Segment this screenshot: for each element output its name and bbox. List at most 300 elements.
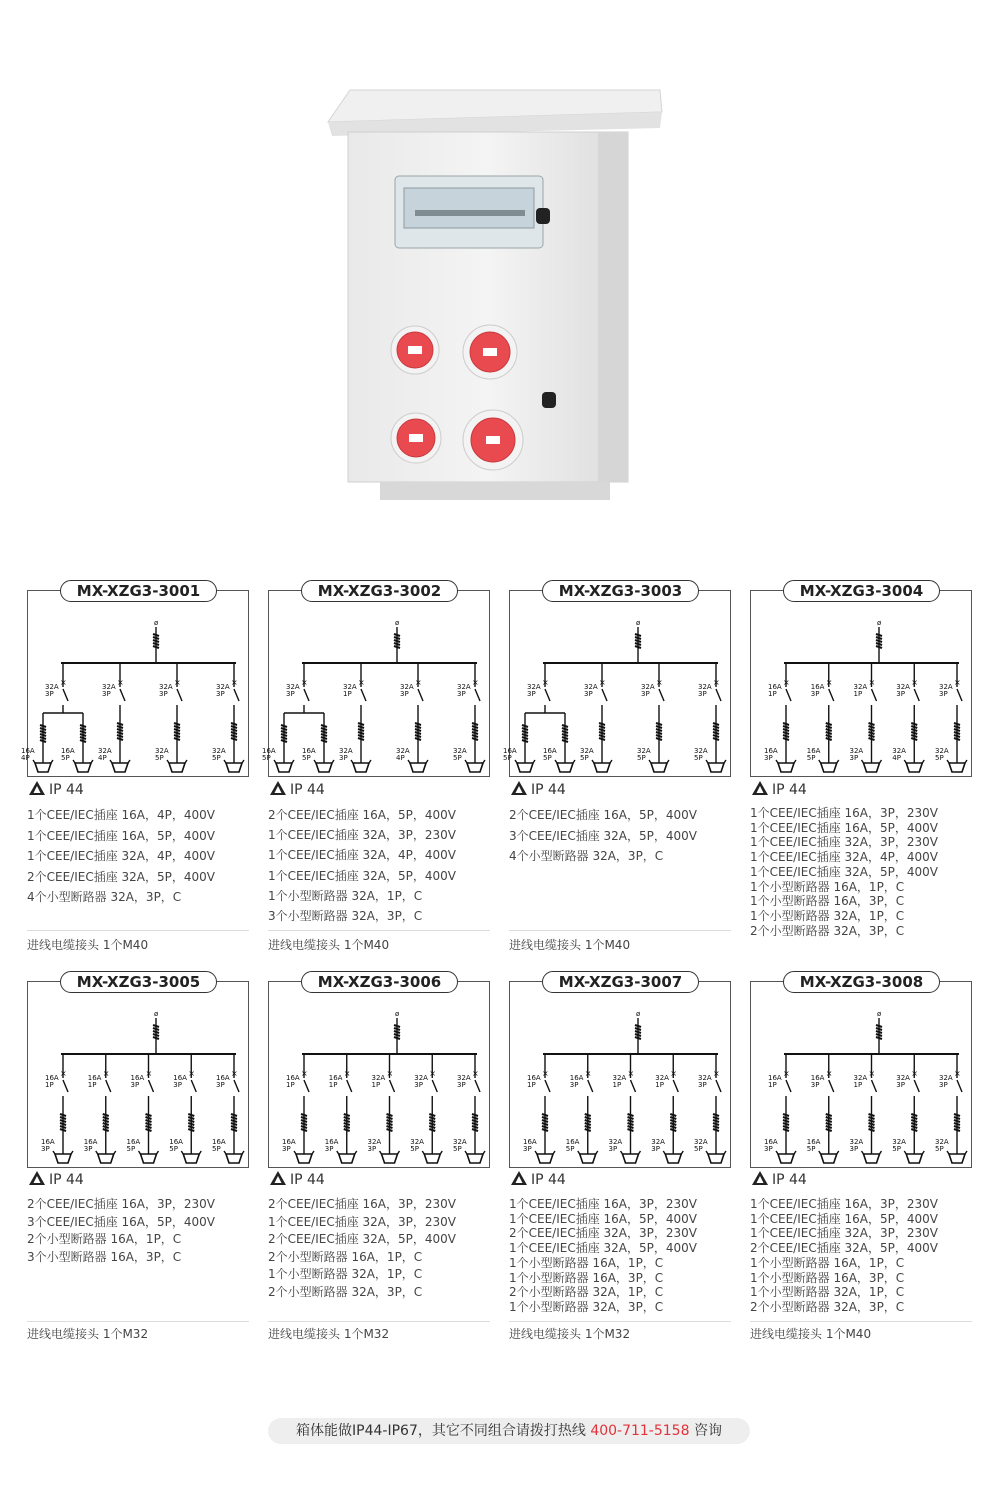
rating-label: 3P	[810, 690, 820, 698]
socket-symbol	[537, 1154, 553, 1163]
warning-icon	[511, 781, 527, 795]
wiring-diagram	[27, 981, 249, 1168]
branch	[127, 1054, 159, 1163]
rating-label: 32A	[414, 1074, 428, 1082]
phase-label: ø	[877, 619, 882, 627]
rating-label: 5P	[543, 754, 552, 762]
phase-label: ø	[636, 619, 641, 627]
branch	[523, 1054, 555, 1163]
spec-list	[509, 1197, 739, 1315]
rating-label: 32A	[939, 1074, 953, 1082]
breaker-switch	[432, 1080, 437, 1092]
rating-label: 3P	[764, 1145, 773, 1153]
spec-item: 2个小型断路器 32A，1P，C	[509, 1285, 664, 1300]
rating-label: 3P	[286, 690, 295, 698]
rating-label: 16A	[282, 1138, 296, 1146]
rating-label: 3P	[896, 690, 905, 698]
rating-label: 16A	[768, 683, 782, 691]
spec-item: 1个CEE/IEC插座 32A，5P，400V	[509, 1241, 697, 1256]
breaker-switch	[304, 689, 309, 701]
spec-item: 3个CEE/IEC插座 32A，5P，400V	[509, 828, 697, 843]
schematic	[764, 1010, 967, 1163]
rating-label: 32A	[527, 683, 541, 691]
rating-label: 32A	[935, 747, 949, 755]
breaker-switch	[673, 1080, 678, 1092]
spec-item: 1个CEE/IEC插座 16A，3P，230V	[750, 1197, 938, 1211]
breaker-switch	[786, 1080, 791, 1092]
rating-label: 3P	[216, 1081, 225, 1089]
branch	[169, 1054, 201, 1163]
spec-list	[509, 805, 739, 867]
breaker-cross: ×	[825, 1069, 833, 1078]
socket-symbol	[276, 763, 292, 772]
rating-label: 32A	[896, 1074, 910, 1082]
breaker-switch	[716, 1080, 721, 1092]
socket-symbol	[424, 1154, 440, 1163]
divider	[27, 930, 249, 931]
socket-symbol	[382, 1154, 398, 1163]
rating-label: 5P	[637, 754, 646, 762]
rating-label: 3P	[641, 690, 650, 698]
rating-label: 4P	[396, 754, 405, 762]
rating-label: 3P	[159, 690, 168, 698]
breaker-cross: ×	[911, 1069, 918, 1078]
rating-label: 32A	[641, 683, 655, 691]
ip-rating: IP 44	[752, 1171, 807, 1188]
rating-label: 32A	[849, 747, 864, 755]
rating-label: 16A	[216, 1074, 230, 1082]
breaker-cross: ×	[542, 1069, 549, 1078]
breaker-cross: ×	[783, 1069, 790, 1078]
branch	[453, 1054, 485, 1163]
warning-icon	[752, 1171, 768, 1185]
rating-label: 32A	[400, 683, 414, 691]
rating-label: 4P	[892, 754, 901, 762]
socket-symbol	[226, 763, 242, 772]
spec-item: 2个CEE/IEC插座 16A，5P，400V	[268, 808, 456, 822]
rating-label: 16A	[126, 1138, 141, 1146]
branch	[807, 663, 839, 772]
rating-label: 32A	[45, 683, 59, 691]
rating-label: 5P	[694, 754, 703, 762]
rating-label: 16A	[286, 1074, 300, 1082]
warning-icon	[511, 1171, 527, 1185]
model-number: MX-XZG3-3006	[301, 971, 458, 993]
model-number: MX-XZG3-3001	[60, 580, 217, 602]
branch	[84, 1054, 116, 1163]
spec-list	[268, 805, 498, 926]
rating-label: 32A	[286, 683, 300, 691]
breaker-switch	[786, 689, 791, 701]
rating-label: 32A	[694, 747, 708, 755]
rating-label: 5P	[565, 1145, 575, 1153]
socket-symbol	[580, 1154, 596, 1163]
socket-symbol	[651, 763, 667, 772]
breaker-cross: ×	[656, 678, 663, 687]
schematic	[523, 1010, 726, 1163]
spec-item: 2个CEE/IEC插座 16A，3P，230V	[27, 1197, 215, 1211]
rating-label: 32A	[453, 1138, 467, 1146]
spec-item: 2个CEE/IEC插座 32A，3P，230V	[509, 1226, 697, 1241]
schematic	[262, 619, 485, 772]
rating-label: 16A	[764, 1138, 778, 1146]
hotline-banner	[268, 1418, 750, 1444]
ip-rating: IP 44	[511, 781, 566, 798]
breaker-cross: ×	[231, 1069, 238, 1078]
branch	[807, 1054, 839, 1163]
socket-symbol	[517, 763, 533, 772]
breaker-switch	[545, 1080, 550, 1092]
rating-label: 32A	[98, 747, 112, 755]
branch	[764, 663, 796, 772]
spec-item: 3个小型断路器 32A，3P，C	[268, 909, 423, 924]
rating-label: 3P	[939, 690, 948, 698]
rating-label: 3P	[457, 1081, 466, 1089]
rating-label: 16A	[806, 1138, 821, 1146]
spec-item: 1个CEE/IEC插座 16A，5P，400V	[27, 828, 215, 843]
spec-item: 2个小型断路器 32A，3P，C	[268, 1284, 423, 1299]
spec-item: 1个CEE/IEC插座 16A，5P，400V	[509, 1211, 697, 1226]
breaker-switch	[602, 689, 607, 701]
model-number: MX-XZG3-3007	[542, 971, 699, 993]
branch	[41, 1054, 73, 1163]
rating-label: 16A	[21, 747, 35, 755]
spec-item: 1个CEE/IEC插座 32A，4P，400V	[27, 849, 215, 863]
rating-label: 16A	[45, 1074, 59, 1082]
rating-label: 3P	[400, 690, 409, 698]
spec-item: 1个小型断路器 16A，3P，C	[509, 1270, 664, 1285]
breaker-switch	[106, 1080, 111, 1092]
socket-symbol	[316, 763, 332, 772]
rating-label: 16A	[565, 1138, 580, 1146]
rating-label: 3P	[282, 1145, 291, 1153]
spec-list	[750, 1197, 980, 1315]
model-number: MX-XZG3-3004	[783, 580, 940, 602]
rating-label: 32A	[892, 1138, 906, 1146]
socket-symbol	[112, 763, 128, 772]
rating-label: 3P	[83, 1145, 93, 1153]
warning-icon	[29, 1171, 45, 1185]
rating-label: 5P	[892, 1145, 901, 1153]
breaker-switch	[304, 1080, 309, 1092]
socket-symbol	[55, 1154, 71, 1163]
rating-label: 3P	[527, 690, 536, 698]
rating-label: 5P	[212, 754, 221, 762]
socket-symbol	[467, 763, 483, 772]
breaker-cross: ×	[429, 1069, 436, 1078]
rating-label: 16A	[212, 1138, 226, 1146]
rating-label: 5P	[580, 754, 589, 762]
branch	[694, 663, 726, 772]
breaker-switch	[716, 689, 721, 701]
spec-item: 4个小型断路器 32A，3P，C	[509, 849, 664, 863]
warning-icon	[270, 781, 286, 795]
rating-label: 1P	[768, 690, 777, 698]
rating-label: 32A	[853, 1074, 868, 1082]
breaker-switch	[588, 1080, 593, 1092]
rating-label: 32A	[637, 747, 651, 755]
divider	[268, 1321, 490, 1322]
divider	[750, 1321, 972, 1322]
branch	[325, 1054, 357, 1163]
breaker-switch	[631, 1080, 636, 1092]
rating-label: 1P	[286, 1081, 295, 1089]
rating-label: 3P	[324, 1145, 334, 1153]
wiring-diagram	[750, 981, 972, 1168]
rating-label: 4P	[21, 754, 30, 762]
cable-entry: 进线电缆接头 1个M32	[509, 1327, 631, 1341]
rating-label: 32A	[102, 683, 116, 691]
rating-label: 5P	[169, 1145, 178, 1153]
socket-symbol	[778, 1154, 794, 1163]
spec-item: 3个小型断路器 16A，3P，C	[27, 1249, 182, 1264]
socket-symbol	[75, 763, 91, 772]
spec-item: 1个CEE/IEC插座 16A，3P，230V	[509, 1197, 697, 1211]
rating-label: 32A	[694, 1138, 708, 1146]
spec-item: 1个小型断路器 32A，1P，C	[268, 888, 423, 903]
spec-item: 2个CEE/IEC插座 16A，3P，230V	[268, 1197, 456, 1211]
spec-item: 3个CEE/IEC插座 16A，5P，400V	[27, 1214, 215, 1229]
breaker-switch	[149, 1080, 154, 1092]
rating-label: 16A	[262, 747, 276, 755]
rating-label: 5P	[453, 754, 462, 762]
breaker-cross: ×	[542, 678, 549, 687]
socket-symbol	[864, 1154, 880, 1163]
rating-label: 3P	[698, 690, 707, 698]
branch	[453, 663, 485, 772]
branch	[21, 663, 93, 772]
rating-label: 3P	[41, 1145, 50, 1153]
ip-rating: IP 44	[29, 1171, 84, 1188]
rating-label: 5P	[410, 1145, 419, 1153]
breaker-cross: ×	[415, 678, 422, 687]
branch	[580, 663, 612, 772]
rating-label: 32A	[584, 683, 598, 691]
rating-label: 5P	[806, 754, 816, 762]
spec-item: 4个小型断路器 32A，3P，C	[27, 890, 182, 904]
breaker-switch	[829, 1080, 834, 1092]
rating-label: 32A	[655, 1074, 669, 1082]
wiring-diagram	[262, 590, 490, 777]
warning-icon	[29, 781, 45, 795]
spec-item: 1个CEE/IEC插座 16A，4P，400V	[27, 808, 215, 822]
socket-symbol	[906, 1154, 922, 1163]
branch	[155, 663, 187, 772]
cable-entry: 进线电缆接头 1个M32	[27, 1327, 149, 1341]
spec-item: 1个小型断路器 16A，1P，C	[750, 1255, 905, 1270]
rating-label: 3P	[849, 754, 859, 762]
breaker-cross: ×	[954, 678, 961, 687]
cable-entry: 进线电缆接头 1个M40	[268, 938, 390, 952]
breaker-cross: ×	[670, 1069, 677, 1078]
rating-label: 3P	[102, 690, 111, 698]
branch	[764, 1054, 796, 1163]
rating-label: 32A	[608, 1138, 623, 1146]
rating-label: 1P	[45, 1081, 54, 1089]
phase-label: ø	[395, 1010, 400, 1018]
cable-entry: 进线电缆接头 1个M40	[509, 938, 631, 952]
socket-symbol	[821, 1154, 837, 1163]
branch	[410, 1054, 442, 1163]
breaker-cross: ×	[188, 1069, 195, 1078]
branch	[282, 1054, 314, 1163]
rating-label: 16A	[810, 1074, 825, 1082]
rating-label: 3P	[457, 690, 466, 698]
rating-label: 5P	[155, 754, 164, 762]
rating-label: 3P	[939, 1081, 948, 1089]
branch	[396, 663, 428, 772]
rating-label: 3P	[367, 1145, 377, 1153]
cable-entry: 进线电缆接头 1个M40	[750, 1327, 872, 1341]
spec-item: 1个小型断路器 16A，1P，C	[509, 1255, 664, 1270]
wiring-diagram	[750, 590, 972, 777]
product-image	[320, 70, 670, 530]
breaker-switch	[63, 689, 68, 701]
rating-label: 5P	[503, 754, 512, 762]
rating-label: 32A	[698, 683, 712, 691]
breaker-cross: ×	[868, 1069, 876, 1078]
breaker-switch	[120, 689, 125, 701]
branch	[212, 663, 244, 772]
rating-label: 1P	[328, 1081, 338, 1089]
rating-label: 3P	[130, 1081, 140, 1089]
hotline-phone[interactable]: 400-711-5158	[590, 1423, 690, 1439]
spec-item: 1个小型断路器 32A，1P，C	[268, 1267, 423, 1281]
breaker-cross: ×	[343, 1069, 351, 1078]
schematic	[764, 619, 967, 772]
rating-label: 1P	[87, 1081, 97, 1089]
branch	[850, 1054, 882, 1163]
wiring-diagram	[268, 981, 490, 1168]
breaker-cross: ×	[783, 678, 790, 687]
spec-item: 1个小型断路器 16A，3P，C	[750, 894, 905, 909]
socket-symbol	[821, 763, 837, 772]
rating-label: 3P	[523, 1145, 532, 1153]
rating-label: 32A	[896, 683, 910, 691]
spec-list	[27, 1196, 257, 1266]
branch	[637, 663, 669, 772]
rating-label: 16A	[302, 747, 316, 755]
spec-item: 1个CEE/IEC插座 32A，5P，400V	[268, 868, 456, 883]
rating-label: 32A	[212, 747, 226, 755]
spec-item: 1个CEE/IEC插座 32A，3P，230V	[750, 835, 938, 850]
warning-icon	[270, 1171, 286, 1185]
breaker-cross: ×	[301, 1069, 308, 1078]
rating-label: 5P	[935, 754, 944, 762]
breaker-switch	[957, 1080, 962, 1092]
socket-symbol	[557, 763, 573, 772]
branch	[566, 1054, 598, 1163]
breaker-switch	[63, 1080, 68, 1092]
model-number: MX-XZG3-3008	[783, 971, 940, 993]
spec-item: 1个小型断路器 32A，1P，C	[750, 908, 905, 923]
rating-label: 1P	[612, 1081, 622, 1089]
spec-item: 2个小型断路器 32A，3P，C	[750, 1299, 905, 1314]
breaker-cross: ×	[231, 678, 238, 687]
breaker-switch	[872, 1080, 877, 1092]
breaker-cross: ×	[117, 678, 124, 687]
breaker-switch	[475, 1080, 480, 1092]
breaker-cross: ×	[174, 678, 181, 687]
rating-label: 1P	[527, 1081, 536, 1089]
socket-symbol	[98, 1154, 114, 1163]
breaker-switch	[177, 689, 182, 701]
breaker-cross: ×	[599, 678, 606, 687]
branch	[651, 1054, 683, 1163]
rating-label: 5P	[212, 1145, 221, 1153]
ip-rating: IP 44	[511, 1171, 566, 1188]
rating-label: 3P	[608, 1145, 618, 1153]
rating-label: 4P	[98, 754, 107, 762]
rating-label: 16A	[768, 1074, 782, 1082]
rating-label: 32A	[453, 747, 467, 755]
rating-label: 32A	[457, 683, 471, 691]
rating-label: 3P	[173, 1081, 182, 1089]
socket-symbol	[708, 763, 724, 772]
breaker-cross: ×	[102, 1069, 110, 1078]
hotline-suffix: 咨询	[689, 1423, 722, 1439]
rating-label: 5P	[806, 1145, 816, 1153]
spec-item: 1个小型断路器 32A，1P，C	[750, 1285, 905, 1300]
rating-label: 16A	[173, 1074, 187, 1082]
breaker-switch	[914, 1080, 919, 1092]
rating-label: 32A	[339, 747, 353, 755]
socket-symbol	[183, 1154, 199, 1163]
rating-label: 3P	[764, 754, 773, 762]
rating-label: 32A	[410, 1138, 424, 1146]
rating-label: 16A	[527, 1074, 541, 1082]
socket-symbol	[949, 1154, 965, 1163]
rating-label: 32A	[651, 1138, 665, 1146]
rating-label: 5P	[935, 1145, 944, 1153]
breaker-switch	[914, 689, 919, 701]
spec-item: 1个小型断路器 16A，1P，C	[750, 879, 905, 894]
rating-label: 1P	[343, 690, 352, 698]
rating-label: 16A	[61, 747, 75, 755]
spec-item: 1个CEE/IEC插座 16A，5P，400V	[750, 1211, 938, 1226]
breaker-cross: ×	[825, 678, 833, 687]
socket-symbol	[594, 763, 610, 772]
branch	[892, 1054, 924, 1163]
breaker-cross: ×	[627, 1069, 635, 1078]
breaker-cross: ×	[911, 678, 918, 687]
socket-symbol	[226, 1154, 242, 1163]
breaker-cross: ×	[868, 678, 876, 687]
phase-label: ø	[154, 1010, 159, 1018]
rating-label: 32A	[216, 683, 230, 691]
hotline-text: 箱体能做IP44-IP67，其它不同组合请拨打热线	[296, 1423, 591, 1439]
rating-label: 32A	[853, 683, 868, 691]
breaker-switch	[234, 1080, 239, 1092]
ip-rating: IP 44	[752, 781, 807, 798]
spec-item: 1个小型断路器 32A，3P，C	[509, 1299, 664, 1314]
breaker-switch	[361, 689, 366, 701]
socket-symbol	[665, 1154, 681, 1163]
cable-entry: 进线电缆接头 1个M32	[268, 1327, 390, 1341]
breaker-switch	[390, 1080, 395, 1092]
branch	[98, 663, 130, 772]
rating-label: 32A	[159, 683, 173, 691]
breaker-cross: ×	[472, 1069, 479, 1078]
rating-label: 3P	[45, 690, 54, 698]
spec-list	[27, 805, 257, 908]
rating-label: 1P	[853, 1081, 863, 1089]
spec-item: 2个CEE/IEC插座 32A，5P，400V	[750, 1241, 938, 1256]
rating-label: 16A	[806, 747, 821, 755]
rating-label: 3P	[414, 1081, 423, 1089]
rating-label: 1P	[371, 1081, 381, 1089]
phase-label: ø	[877, 1010, 882, 1018]
